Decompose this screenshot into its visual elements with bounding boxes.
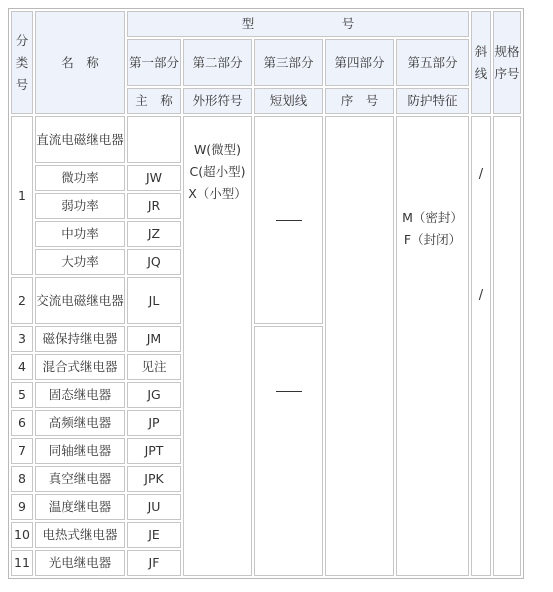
slash-mark-2: /	[478, 288, 484, 303]
category-no-cell: 3	[11, 326, 33, 352]
protect-code-enclosed: F（封闭）	[403, 232, 462, 247]
name-cell: 交流电磁继电器	[35, 277, 125, 324]
table-wrapper	[8, 8, 524, 579]
category-no-cell: 1	[11, 116, 33, 275]
name-cell: 电热式继电器	[35, 522, 125, 548]
category-no-cell: 10	[11, 522, 33, 548]
category-no-cell: 4	[11, 354, 33, 380]
dash-mark	[276, 220, 302, 221]
name-cell: 弱功率	[35, 193, 125, 219]
code-cell: JM	[127, 326, 181, 352]
header-model: 型 号	[127, 11, 469, 37]
header-part2: 第二部分	[183, 39, 252, 86]
code-cell: JE	[127, 522, 181, 548]
header-part1: 第一部分	[127, 39, 181, 86]
protect-code-sealed: M（密封）	[402, 210, 463, 225]
name-cell: 真空继电器	[35, 466, 125, 492]
relay-model-table	[8, 8, 524, 579]
name-cell: 温度继电器	[35, 494, 125, 520]
name-cell: 同轴继电器	[35, 438, 125, 464]
name-cell: 中功率	[35, 221, 125, 247]
slash-mark-1: /	[478, 167, 484, 182]
code-cell: 见注	[127, 354, 181, 380]
name-cell: 高频继电器	[35, 410, 125, 436]
code-cell: JPK	[127, 466, 181, 492]
header-name: 名 称	[35, 11, 125, 114]
category-no-cell: 7	[11, 438, 33, 464]
code-cell: JQ	[127, 249, 181, 275]
header-slash: 斜 线	[471, 11, 491, 114]
shape-code-small: X（小型）	[188, 186, 247, 201]
category-no-cell: 9	[11, 494, 33, 520]
name-cell: 磁保持继电器	[35, 326, 125, 352]
spec-no-cell	[493, 116, 521, 576]
header-part3: 第三部分	[254, 39, 323, 86]
name-cell: 大功率	[35, 249, 125, 275]
code-cell: JF	[127, 550, 181, 576]
sequence-cell	[325, 116, 394, 576]
table-row	[11, 116, 521, 163]
shape-code-micro: W(微型)	[193, 142, 242, 157]
header-part4: 第四部分	[325, 39, 394, 86]
header-category-no: 分 类 号	[11, 11, 33, 114]
dash-mark	[276, 391, 302, 392]
shape-code-subminiature: C(超小型)	[189, 164, 246, 179]
name-cell: 直流电磁继电器	[35, 116, 125, 163]
header-spec-no: 规格 序号	[493, 11, 521, 114]
code-cell: JR	[127, 193, 181, 219]
short-dash-cell-1	[254, 116, 323, 324]
protect-code-cell	[396, 116, 469, 576]
header-part5: 第五部分	[396, 39, 469, 86]
code-cell: JZ	[127, 221, 181, 247]
slash-cell	[471, 116, 491, 576]
category-no-cell: 6	[11, 410, 33, 436]
category-no-cell: 11	[11, 550, 33, 576]
name-cell: 混合式继电器	[35, 354, 125, 380]
code-cell: JPT	[127, 438, 181, 464]
code-cell: JP	[127, 410, 181, 436]
name-cell: 微功率	[35, 165, 125, 191]
header-sub-main: 主 称	[127, 88, 181, 114]
name-cell: 固态继电器	[35, 382, 125, 408]
code-cell: JW	[127, 165, 181, 191]
name-cell: 光电继电器	[35, 550, 125, 576]
category-no-cell: 8	[11, 466, 33, 492]
code-cell: JU	[127, 494, 181, 520]
category-no-cell: 2	[11, 277, 33, 324]
shape-code-cell	[183, 116, 252, 576]
category-no-cell: 5	[11, 382, 33, 408]
short-dash-cell-2	[254, 326, 323, 576]
code-cell: JL	[127, 277, 181, 324]
header-sub-shape: 外形符号	[183, 88, 252, 114]
header-sub-seq: 序 号	[325, 88, 394, 114]
header-sub-short: 短划线	[254, 88, 323, 114]
code-cell	[127, 116, 181, 163]
code-cell: JG	[127, 382, 181, 408]
header-sub-protect: 防护特征	[396, 88, 469, 114]
